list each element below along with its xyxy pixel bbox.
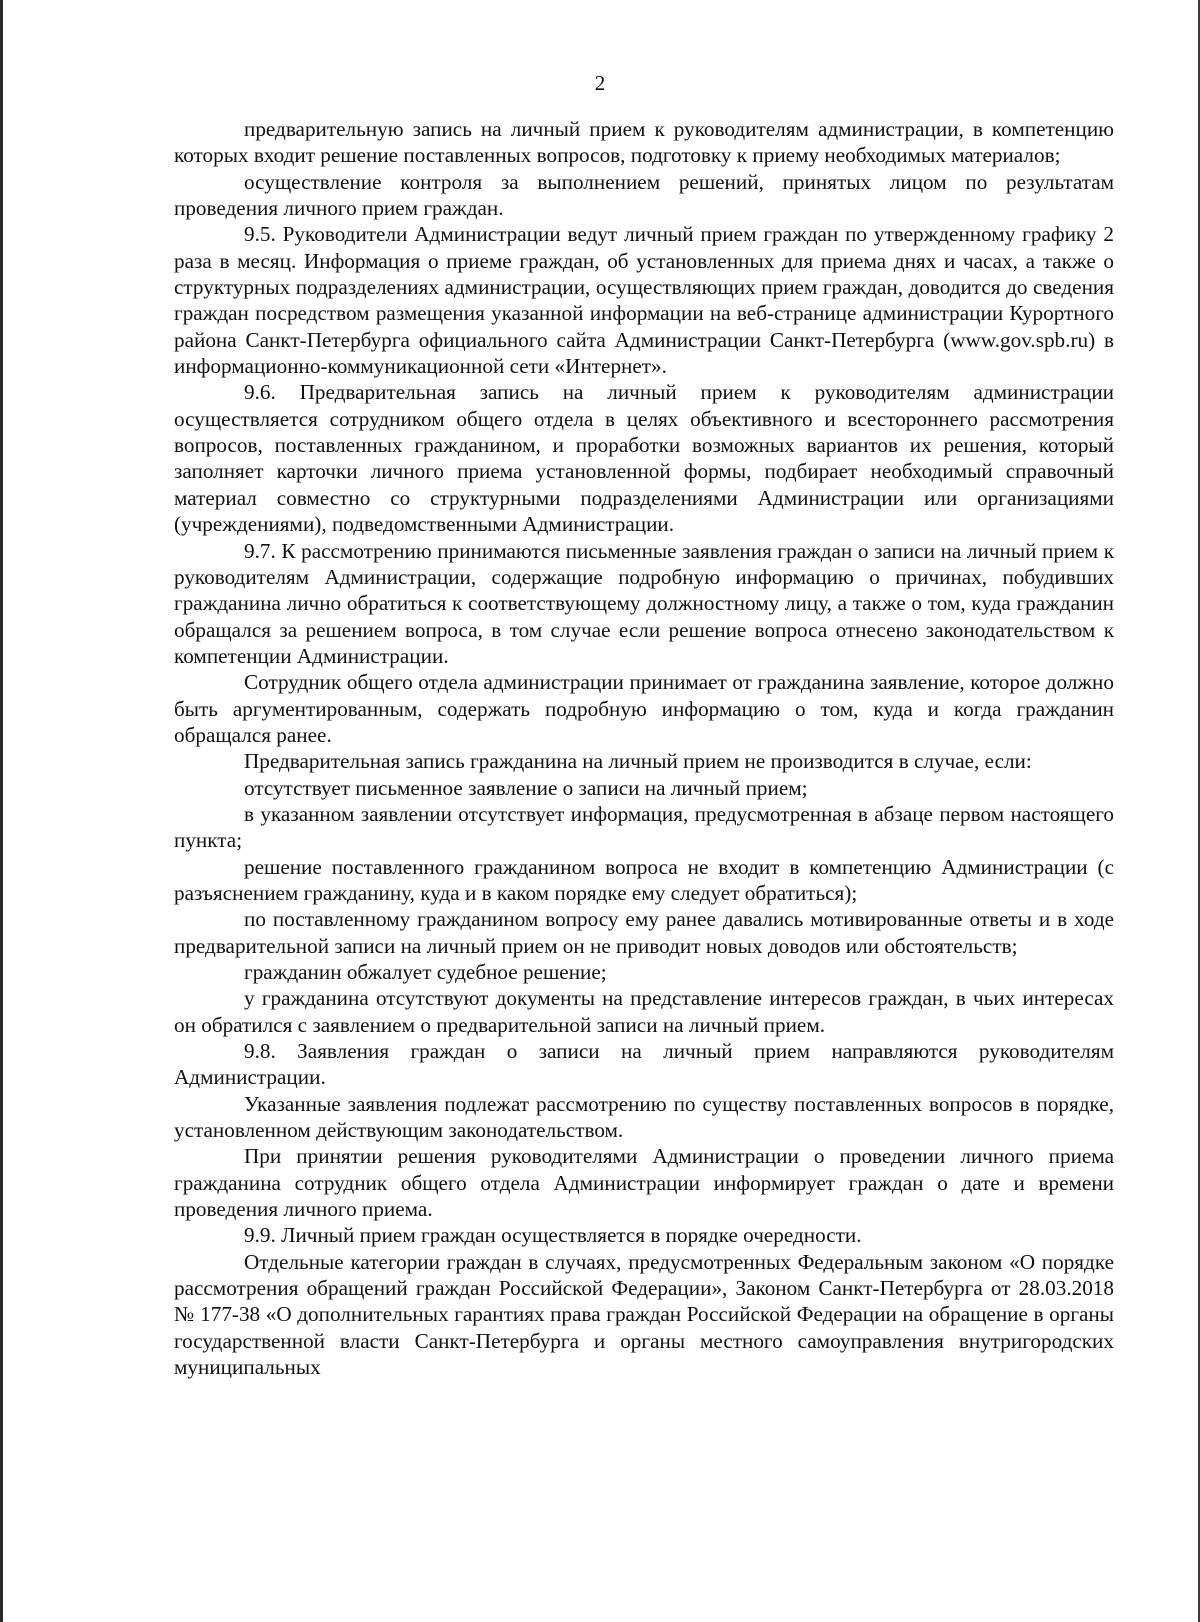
paragraph-9-5: 9.5. Руководители Администрации ведут личный прием граждан по утвержденному графику 2 раза в месяц. Информация о приеме граждан, об установленных для приема днях и часах, а также о структурных подразделениях администрации, осуществляющих прием граждан, доводится до сведения граждан посредством размещения указанной информации на веб-странице администрации Курортного района Санкт-Петербурга официального сайта Администрации Санкт-Петербурга (www.gov.spb.ru) в информационно-коммуникационной сети «Интернет».: [174, 222, 1114, 379]
paragraph-9-7: 9.7. К рассмотрению принимаются письменные заявления граждан о записи на личный прием к руководителям Администрации, содержащие подробную информацию о причинах, побудивших гражданина лично обратиться к соответствующему должностному лицу, а также о том, куда гражданин обращался за решением вопроса, в том случае если решение вопроса отнесено законодательством к компетенции Администрации.: [174, 538, 1114, 668]
paragraph-pre-registration: предварительную запись на личный прием к руководителям администрации, в компетенцию которых входит решение поставленных вопросов, подготовку к приему необходимых материалов;: [174, 117, 1114, 168]
page-number: 2: [594, 71, 606, 95]
document-body: [174, 116, 1114, 1381]
paragraph-refusal-no-application: отсутствует письменное заявление о записи на личный прием;: [244, 775, 808, 800]
paragraph-control: осуществление контроля за выполнением решений, принятых лицом по результатам проведения личного прием граждан.: [174, 169, 1114, 221]
paragraph-clerk-accepts: Сотрудник общего отдела администрации принимает от гражданина заявление, которое должно быть аргументированным, содержать подробную информацию о том, куда и когда гражданин обращался ранее.: [174, 670, 1114, 747]
paragraph-9-6: 9.6. Предварительная запись на личный прием к руководителям администрации осуществляется сотрудником общего отдела в целях объективного и всестороннего рассмотрения вопросов, поставленных гражданином, и проработки возможных вариантов их решения, который заполняет карточки личного приема установленной формы, подбирает необходимый справочный материал совместно со структурными подразделениями Администрации или организациями (учреждениями), подведомственными Администрации.: [174, 380, 1114, 537]
scan-edge-left: [0, 0, 3, 1622]
paragraph-9-8: 9.8. Заявления граждан о записи на личный прием направляются руководителям Администрации.: [174, 1039, 1114, 1090]
paragraph-refusal-repeat: по поставленному гражданином вопросу ему ранее давались мотивированные ответы и в ходе предварительной записи на личный прием он не приводит новых доводов или обстоятельств;: [174, 907, 1114, 958]
paragraph-notification: При принятии решения руководителями Администрации о проведении личного приема гражданина сотрудник общего отдела Администрации информирует граждан о дате и времени проведения личного приема.: [174, 1144, 1114, 1222]
paragraph-refusal-no-info: в указанном заявлении отсутствует информация, предусмотренная в абзаце первом настоящего пункта;: [174, 801, 1114, 853]
paragraph-categories: Отдельные категории граждан в случаях, предусмотренных Федеральным законом «О порядке рассмотрения обращений граждан Российской Федерации», Законом Санкт-Петербурга от 28.03.2018 № 177-38 «О дополнительных гарантиях права граждан Российской Федерации на обращение в органы государственной власти Санкт-Петербурга и органы местного самоуправления внутригородских муниципальных: [174, 1249, 1114, 1380]
paragraph-refusal-intro: Предварительная запись гражданина на личный прием не производится в случае, если:: [244, 749, 1032, 774]
paragraph-review: Указанные заявления подлежат рассмотрению по существу поставленных вопросов в порядке, установленном действующим законодательством.: [174, 1091, 1114, 1143]
paragraph-refusal-not-competent: решение поставленного гражданином вопроса не входит в компетенцию Администрации (с разъяснением гражданину, куда и в каком порядке ему следует обратиться);: [174, 854, 1114, 905]
paragraph-refusal-no-documents: у гражданина отсутствуют документы на представление интересов граждан, в чьих интересах он обратился с заявлением о предварительной записи на личный прием.: [174, 986, 1114, 1037]
paragraph-refusal-court: гражданин обжалует судебное решение;: [244, 960, 607, 984]
paragraph-9-9: 9.9. Личный прием граждан осуществляется в порядке очередности.: [244, 1223, 862, 1248]
